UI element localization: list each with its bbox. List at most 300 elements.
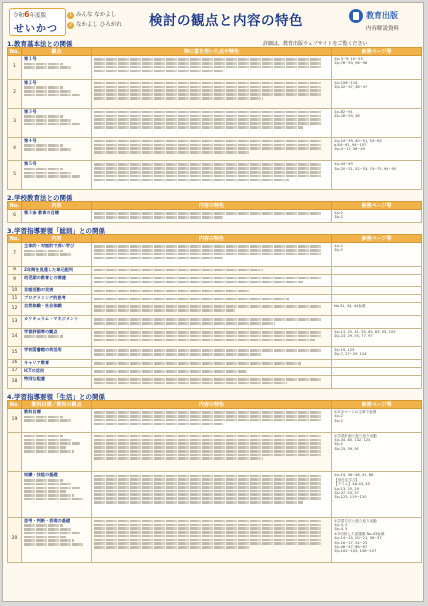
text-line [94, 115, 322, 118]
reference-cell [332, 347, 422, 360]
description-cell [92, 56, 332, 80]
text-line [94, 349, 322, 352]
text-line [24, 539, 74, 542]
page-reference: ①学習計画と振り返り活動 [334, 433, 377, 438]
table-row [8, 316, 422, 329]
row-label-cell [22, 161, 92, 190]
table-school-law [7, 201, 422, 223]
text-line [94, 501, 303, 504]
page-reference: No.31, 34, 44参照 [334, 304, 366, 309]
row-label: 特別な配慮 [24, 375, 45, 381]
row-label: 第３号 [24, 108, 37, 114]
text-line [94, 309, 235, 312]
text-line [94, 442, 322, 445]
table-row [8, 274, 422, 287]
row-number: 19 [8, 409, 22, 433]
description-cell [92, 210, 332, 223]
page-reference: ②p.28~29, 36 [334, 114, 360, 118]
text-line [24, 479, 63, 482]
row-label-cell [22, 375, 92, 388]
row-number: 8 [8, 266, 22, 274]
text-line [24, 494, 74, 497]
text-line [94, 111, 322, 114]
page-reference: ②p.37, 53, 57 [334, 491, 359, 496]
text-line [94, 298, 289, 301]
text-line [94, 93, 322, 96]
reference-cell [332, 328, 422, 346]
reference-cell [332, 517, 422, 562]
text-line [24, 498, 83, 501]
text-line [24, 435, 63, 438]
section-heading: 1.教育基本法との関係 [7, 40, 73, 48]
text-line [94, 423, 223, 426]
row-label: 教科目標 [24, 409, 41, 414]
text-line [94, 535, 322, 538]
text-line [24, 528, 71, 531]
subject-name: せいかつ [14, 24, 58, 35]
row-label: 知識・技能の基礎 [24, 472, 58, 478]
text-line [24, 483, 71, 486]
text-line [94, 378, 322, 381]
reference-cell [332, 375, 422, 388]
page-reference: ②p.2 [334, 215, 343, 220]
column-header: 特に意を用いた点や特色 [92, 48, 332, 56]
row-label: 学校図書館の利活用 [24, 347, 62, 353]
column-header: 内容の特色 [92, 235, 332, 243]
table-row [8, 328, 422, 346]
text-line [24, 442, 80, 445]
page [2, 2, 424, 602]
text-line [94, 353, 261, 356]
page-reference: ②p.23, 29, 55, 77, 97 [334, 334, 373, 339]
row-label: 幼児期の教育との関連 [24, 274, 66, 280]
table-row [8, 79, 422, 108]
page-reference: ②p.16~17, 24~25 [334, 540, 368, 545]
text-line [94, 212, 322, 215]
page-reference: ②p.2 [334, 418, 343, 423]
reference-cell [332, 137, 422, 161]
text-line [24, 94, 80, 97]
text-line [94, 249, 322, 252]
reference-cell [332, 287, 422, 295]
row-label-cell [22, 210, 92, 223]
row-number: 13 [8, 316, 22, 329]
section-heading: 3.学習指導要領「総則」との関係 [7, 227, 105, 235]
table-row [8, 137, 422, 161]
text-line [94, 493, 322, 496]
text-line [94, 335, 322, 338]
description-cell [92, 316, 332, 329]
text-line [24, 524, 63, 527]
row-label: プログラミング的思考 [24, 295, 66, 301]
row-label: 第３条 教育の目標 [24, 210, 59, 215]
page-reference: ①p.24~39, 40~51, 54~63 [334, 138, 382, 143]
text-line [94, 62, 322, 65]
reference-cell [332, 316, 422, 329]
publisher-name: 教育出版 [366, 11, 398, 20]
column-header: 参照ページ等 [332, 401, 422, 409]
text-line [94, 415, 322, 418]
edition-badge [9, 8, 66, 36]
text-line [24, 86, 63, 89]
description-cell [92, 243, 332, 267]
text-line [24, 416, 63, 419]
table-row [8, 210, 422, 223]
text-line [24, 90, 71, 93]
text-line [94, 163, 322, 166]
text-line [94, 531, 322, 534]
row-label: 第２号 [24, 79, 37, 85]
row-label-cell [22, 347, 92, 360]
reference-cell [332, 266, 422, 274]
document-type: 内容解説資料 [366, 26, 400, 32]
row-number: 11 [8, 295, 22, 303]
row-label: 言語活動の充実 [24, 287, 54, 293]
table-row [8, 409, 422, 433]
text-line [24, 115, 63, 118]
description-cell [92, 432, 332, 472]
row-label: 主体的・対話的で深い学び [24, 243, 75, 248]
column-header: 参照ページ等 [332, 202, 422, 210]
text-line [94, 216, 223, 219]
text-line [94, 86, 322, 89]
description-cell [92, 108, 332, 137]
page-title: 検討の観点と内容の特色 [149, 13, 303, 29]
page-reference: ②p.7, 27~29, 124 [334, 352, 367, 357]
text-line [24, 119, 71, 122]
text-line [94, 140, 322, 143]
page-reference: ②p.20~21, 52~53, 74~75, 94~95 [334, 166, 397, 171]
text-line [24, 168, 63, 171]
description-cell [92, 161, 332, 190]
description-cell [92, 287, 332, 295]
textbook-list [67, 10, 147, 30]
text-line [94, 497, 322, 500]
description-cell [92, 274, 332, 287]
text-line [24, 66, 71, 69]
reference-cell [332, 359, 422, 367]
row-label-cell [22, 274, 92, 287]
text-line [94, 524, 322, 527]
row-number: 10 [8, 287, 22, 295]
text-line [94, 290, 249, 293]
text-line [24, 490, 66, 493]
header [7, 6, 421, 36]
publisher-logo [349, 9, 421, 35]
text-line [94, 322, 275, 325]
table-general-provisions [7, 234, 422, 389]
page-reference: ①p.13, 25, 29 [334, 486, 359, 491]
text-line [94, 446, 322, 449]
text-line [94, 245, 322, 248]
text-line [94, 144, 322, 147]
page-reference: p.64~61, 94~107 [334, 143, 367, 147]
row-label-cell [22, 409, 92, 433]
row-number: 7 [8, 243, 22, 267]
column-header: 内容の特色 [92, 202, 332, 210]
text-line [24, 532, 80, 535]
table-row [8, 472, 422, 517]
table-life-subject [7, 400, 422, 563]
text-line [94, 269, 263, 272]
page-reference: ②p.78~93, 96~98 [334, 61, 368, 66]
row-label-cell [22, 367, 92, 375]
text-line [94, 89, 322, 92]
reference-cell [332, 303, 422, 316]
table-row [8, 367, 422, 375]
row-number: 15 [8, 347, 22, 360]
row-label: 第５号 [24, 161, 37, 167]
text-line [24, 439, 71, 442]
page-reference: ①②全ページの文章で表現 [334, 410, 377, 414]
description-cell [92, 472, 332, 517]
page-reference: ①p.2 [334, 244, 343, 248]
text-line [94, 175, 322, 178]
text-line [94, 82, 322, 85]
text-line [94, 305, 322, 308]
text-line [94, 454, 322, 457]
row-label-cell [22, 79, 92, 108]
row-number [8, 432, 22, 472]
text-line [24, 487, 80, 490]
column-header: 参照ページ等 [332, 48, 422, 56]
column-header: 内容 [22, 202, 92, 210]
page-reference: ②p.4~17, 38~49 [334, 147, 365, 152]
text-line [94, 486, 322, 489]
reference-cell [332, 210, 422, 223]
table-row [8, 347, 422, 360]
page-reference: 【プリム】①p.43, 45 [334, 482, 370, 487]
reference-cell [332, 161, 422, 190]
text-line [94, 253, 322, 256]
description-cell [92, 375, 332, 388]
text-line [94, 171, 322, 174]
text-line [94, 482, 322, 485]
page-reference: ②p.125, 119~120 [334, 495, 367, 500]
page-reference: ②p.32~37, 38~47 [334, 85, 368, 89]
row-number: 9 [8, 274, 22, 287]
row-label: 学習評価等の観点 [24, 328, 58, 334]
table-row [8, 432, 422, 472]
row-number: 16 [8, 359, 22, 367]
row-label-cell [22, 108, 92, 137]
page-reference: ①p.14~15, 20~21, 36~37 [334, 536, 382, 541]
row-label-cell [22, 432, 92, 472]
section-heading: 2.学校教育法との関係 [7, 194, 73, 202]
publisher-mark-icon [349, 9, 363, 23]
row-label: 第４号 [24, 137, 37, 143]
row-label-cell [22, 266, 92, 274]
description-cell [92, 328, 332, 346]
description-cell [92, 295, 332, 303]
text-line [94, 147, 322, 150]
text-line [94, 66, 322, 69]
text-line [24, 250, 63, 253]
text-line [94, 490, 322, 493]
description-cell [92, 409, 332, 433]
description-cell [92, 266, 332, 274]
row-number: 1 [8, 56, 22, 80]
row-number: 5 [8, 161, 22, 190]
text-line [94, 450, 322, 453]
text-line [94, 331, 322, 334]
column-header: 内容の特色 [92, 401, 332, 409]
reference-cell [332, 295, 422, 303]
row-label-cell [22, 316, 92, 329]
text-line [94, 122, 322, 125]
text-line [94, 382, 287, 385]
page-reference: 【身近な学び】 [334, 477, 360, 482]
text-line [94, 520, 322, 523]
text-line [94, 539, 322, 542]
page-reference: ①p.3~9, 10~23 [334, 57, 363, 61]
page-reference: ②p.25, 39, 91 [334, 446, 359, 451]
page-reference: ①p.82~91 [334, 109, 353, 114]
reference-cell [332, 79, 422, 108]
table-row [8, 161, 422, 190]
text-line [94, 475, 322, 478]
row-label-cell [22, 472, 92, 517]
row-number: 2 [8, 79, 22, 108]
row-label-cell [22, 517, 92, 562]
row-label: 自然体験・社会体験 [24, 303, 62, 309]
page-reference: ①p.2 [334, 211, 343, 215]
page-reference: ①p.34, 80, 132, 124 [334, 438, 371, 442]
text-line [24, 543, 83, 546]
textbook-1: 1 みんな なかよし [67, 10, 147, 20]
table-row [8, 243, 422, 267]
reference-cell [332, 243, 422, 267]
description-cell [92, 367, 332, 375]
text-line [94, 179, 289, 182]
page-reference: ①p.14, 36~48, 51, 86 [334, 473, 374, 478]
row-label-cell [22, 328, 92, 346]
row-number: 6 [8, 210, 22, 223]
edition-year: 令和6年度版 [13, 10, 47, 19]
column-header: No. [8, 235, 22, 243]
text-line [94, 126, 303, 129]
row-label: キャリア教育 [24, 359, 50, 365]
text-line [24, 335, 63, 338]
row-label-cell [22, 243, 92, 267]
row-number: 20 [8, 517, 22, 562]
description-cell [92, 517, 332, 562]
row-label: ICTの活用 [24, 367, 45, 373]
text-line [24, 450, 74, 453]
text-line [94, 281, 303, 284]
row-label-cell [22, 137, 92, 161]
text-line [94, 70, 223, 73]
row-label-cell [22, 287, 92, 295]
text-line [94, 370, 247, 373]
text-line [94, 277, 322, 280]
section-note: 詳細は，教育出版ウェブサイトをご覧ください [263, 41, 368, 47]
page-reference: ②p.2 [334, 248, 343, 253]
column-header: 参照ページ等 [332, 235, 422, 243]
row-number: 17 [8, 367, 22, 375]
page-reference: ①学習方法と振り返り活動 [334, 518, 377, 523]
table-row [8, 295, 422, 303]
reference-cell [332, 409, 422, 433]
page-reference: ②p.2 [334, 442, 343, 447]
table-row [8, 108, 422, 137]
text-line [94, 546, 249, 549]
table-row [8, 517, 422, 562]
text-line [24, 144, 63, 147]
page-reference: ②p.46~47, 86~87 [334, 545, 368, 550]
reference-cell [332, 367, 422, 375]
text-line [94, 339, 315, 342]
text-line [94, 439, 322, 442]
row-label-cell [22, 359, 92, 367]
text-line [94, 58, 322, 61]
row-number [8, 472, 22, 517]
table-row [8, 56, 422, 80]
reference-cell [332, 472, 422, 517]
text-line [94, 527, 322, 530]
page-reference: ①p.3, 5 [334, 522, 348, 527]
page-reference: ①p.108~116 [334, 80, 358, 85]
column-header: 観点 [22, 48, 92, 56]
row-number: 3 [8, 108, 22, 137]
text-line [94, 362, 301, 365]
text-line [24, 175, 80, 178]
text-line [24, 536, 66, 539]
text-line [94, 167, 322, 170]
text-line [24, 446, 66, 449]
reference-cell [332, 432, 422, 472]
text-line [94, 457, 263, 460]
page-reference: ①p.44~49 [334, 162, 353, 167]
textbook-2: 2 なかよし ひろがれ [67, 20, 147, 30]
reference-cell [332, 108, 422, 137]
text-line [24, 148, 71, 151]
section-heading: 4.学習指導要領「生活」との関係 [7, 393, 105, 401]
description-cell [92, 359, 332, 367]
table-header-row [8, 48, 422, 56]
description-cell [92, 347, 332, 360]
column-header: 教科目標／教科の観点 [22, 401, 92, 409]
text-line [94, 97, 263, 100]
row-label-cell [22, 56, 92, 80]
table-row [8, 266, 422, 274]
text-line [94, 151, 249, 154]
table-header-row [8, 401, 422, 409]
row-number: 12 [8, 303, 22, 316]
text-line [94, 411, 322, 414]
page-reference: ①②分析した語彙数 No.43参照 [334, 531, 385, 536]
text-line [24, 172, 71, 175]
row-label-cell [22, 295, 92, 303]
page-reference: ①p.2 [334, 414, 343, 419]
reference-cell [332, 56, 422, 80]
description-cell [92, 79, 332, 108]
description-cell [92, 137, 332, 161]
table-header-row [8, 235, 422, 243]
table-row [8, 303, 422, 316]
row-label: カリキュラム・マネジメント [24, 316, 79, 322]
column-header: 内容 [22, 235, 92, 243]
row-label: 第１号 [24, 56, 37, 61]
table-row [8, 287, 422, 295]
text-line [94, 118, 322, 121]
page-reference: ②p.102~103, 106~107 [334, 549, 377, 554]
row-number: 4 [8, 137, 22, 161]
page-reference: ①p.13, 25, 41, 55, 65, 83, 95, 105 [334, 329, 396, 334]
row-number: 18 [8, 375, 22, 388]
text-line [24, 419, 71, 422]
row-label: 2年間を見通した単元配列 [24, 266, 73, 272]
